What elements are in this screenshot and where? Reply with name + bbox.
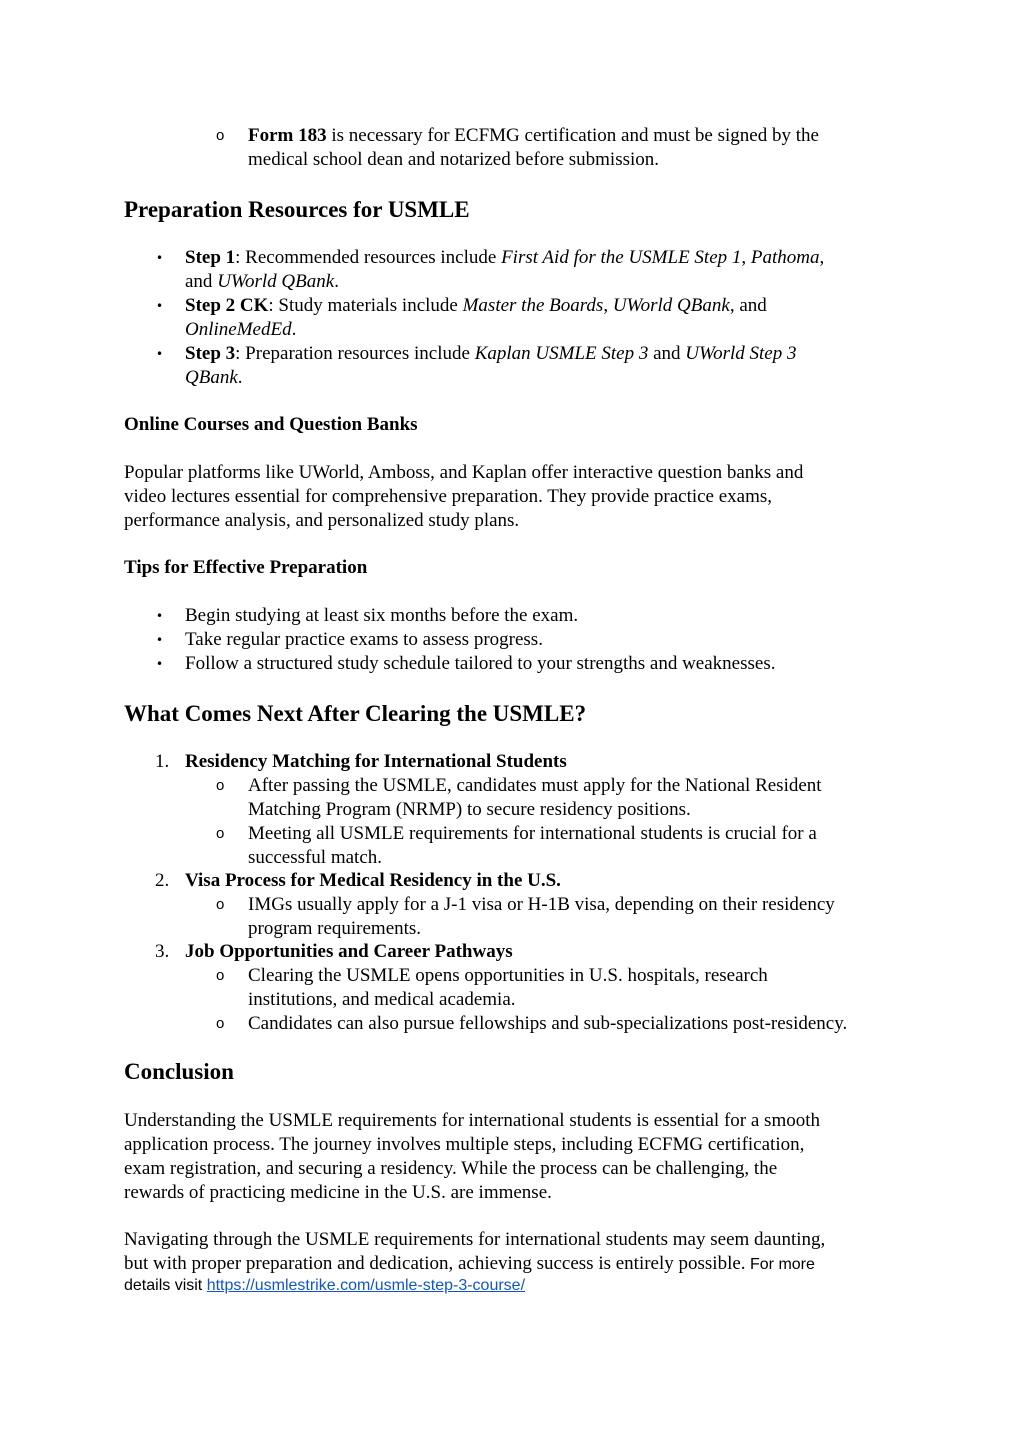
step3-label: Step 3 [185, 343, 236, 364]
step2-line-2 [185, 318, 296, 342]
conclusion-para-line: rewards of practicing medicine in the U.S. are immense. [124, 1182, 552, 1203]
sub-bullet-marker: o [216, 777, 225, 794]
step3-text: : Preparation resources include [235, 343, 475, 364]
step1-line-1 [185, 246, 824, 270]
bullet-marker: • [156, 347, 164, 361]
next-sub-line: Meeting all USMLE requirements for international students is crucial for a [248, 823, 817, 844]
step3-line-1 [185, 342, 796, 366]
form183-line-1 [248, 124, 819, 148]
step1-label: Step 1 [185, 247, 236, 268]
step1-resource-firstaid: First Aid for the USMLE Step 1 [501, 247, 742, 268]
details-visit-text: details visit [124, 1277, 207, 1294]
step3-and: and [648, 343, 686, 364]
conclusion-para2-line: Navigating through the USMLE requirements for international students may seem daunting, [124, 1229, 826, 1250]
list-number: 2. [155, 870, 170, 891]
step2-line-1 [185, 294, 767, 318]
bullet-marker: • [156, 609, 164, 623]
step2-resource-mtb: Master the Boards [462, 295, 604, 316]
form183-line-2: medical school dean and notarized before submission. [248, 149, 660, 170]
step3-resource-qbank: QBank [185, 367, 238, 388]
tips-heading: Tips for Effective Preparation [124, 557, 368, 578]
next-sub-line: program requirements. [248, 918, 422, 939]
step3-period: . [237, 367, 243, 388]
next-heading: What Comes Next After Clearing the USMLE? [124, 701, 587, 726]
tips-item: Begin studying at least six months before the exam. [185, 605, 579, 626]
tips-item: Follow a structured study schedule tailored to your strengths and weaknesses. [185, 653, 776, 674]
next-sub-line: After passing the USMLE, candidates must apply for the National Resident [248, 775, 822, 796]
form183-text: is necessary for ECFMG certification and must be signed by the [326, 125, 819, 146]
step3-line-2 [185, 366, 243, 390]
next-item-title: Residency Matching for International Students [185, 751, 567, 772]
sub-bullet-marker: o [216, 127, 225, 144]
list-number: 1. [155, 751, 170, 772]
list-number: 3. [155, 941, 170, 962]
sub-bullet-marker: o [216, 825, 225, 842]
step2-resource-onlinemeded: OnlineMedEd [185, 319, 292, 340]
conclusion-para-line: exam registration, and securing a residency. While the process can be challenging, the [124, 1158, 778, 1179]
next-item-title: Visa Process for Medical Residency in the U.S. [185, 870, 561, 891]
bullet-marker: • [156, 657, 164, 671]
form183-bold: Form 183 [248, 125, 327, 146]
online-para-line: performance analysis, and personalized study plans. [124, 510, 520, 531]
sub-bullet-marker: o [216, 896, 225, 913]
next-sub-line: Matching Program (NRMP) to secure residency positions. [248, 799, 691, 820]
next-item-title: Job Opportunities and Career Pathways [185, 941, 513, 962]
details-line [124, 1274, 525, 1298]
conclusion-para-line: application process. The journey involves multiple steps, including ECFMG certification, [124, 1134, 805, 1155]
next-sub-line: Clearing the USMLE opens opportunities in U.S. hospitals, research [248, 965, 768, 986]
step1-resource-uworld: UWorld QBank [217, 271, 335, 292]
bullet-marker: • [156, 633, 164, 647]
bullet-marker: • [156, 299, 164, 313]
next-sub-line: IMGs usually apply for a J-1 visa or H-1B visa, depending on their residency [248, 894, 835, 915]
step2-period: . [291, 319, 297, 340]
step2-sep: , [603, 295, 613, 316]
step2-text: : Study materials include [268, 295, 463, 316]
step1-line-2 [185, 270, 339, 294]
step1-period: . [334, 271, 339, 292]
prep-heading: Preparation Resources for USMLE [124, 197, 470, 222]
step1-sep2: , [819, 247, 825, 268]
tips-item: Take regular practice exams to assess progress. [185, 629, 543, 650]
conclusion-para2-text: but with proper preparation and dedication, achieving success is entirely possible. [124, 1253, 746, 1274]
sub-bullet-marker: o [216, 967, 225, 984]
conclusion-para-line: Understanding the USMLE requirements for international students is essential for a smooth [124, 1110, 820, 1131]
step2-label: Step 2 CK [185, 295, 269, 316]
step1-sep: , [741, 247, 751, 268]
next-sub-line: institutions, and medical academia. [248, 989, 516, 1010]
step1-text: : Recommended resources include [235, 247, 502, 268]
step1-resource-pathoma: Pathoma [750, 247, 820, 268]
online-para-line: video lectures essential for comprehensive preparation. They provide practice exams, [124, 486, 773, 507]
online-para-line: Popular platforms like UWorld, Amboss, and Kaplan offer interactive question banks and [124, 462, 804, 483]
for-more-text: For more [745, 1256, 815, 1273]
online-heading: Online Courses and Question Banks [124, 414, 418, 435]
course-link[interactable]: https://usmlestrike.com/usmle-step-3-course/ [206, 1277, 526, 1294]
bullet-marker: • [156, 251, 164, 265]
step2-resource-uworld: UWorld QBank [612, 295, 730, 316]
step3-resource-uworld: UWorld Step 3 [685, 343, 797, 364]
next-sub-line: successful match. [248, 847, 383, 868]
step2-sep2: , and [729, 295, 767, 316]
sub-bullet-marker: o [216, 1015, 225, 1032]
step1-and: and [185, 271, 218, 292]
step3-resource-kaplan: Kaplan USMLE Step 3 [474, 343, 649, 364]
next-sub-line: Candidates can also pursue fellowships and sub-specializations post-residency. [248, 1013, 848, 1034]
conclusion-heading: Conclusion [124, 1059, 234, 1084]
